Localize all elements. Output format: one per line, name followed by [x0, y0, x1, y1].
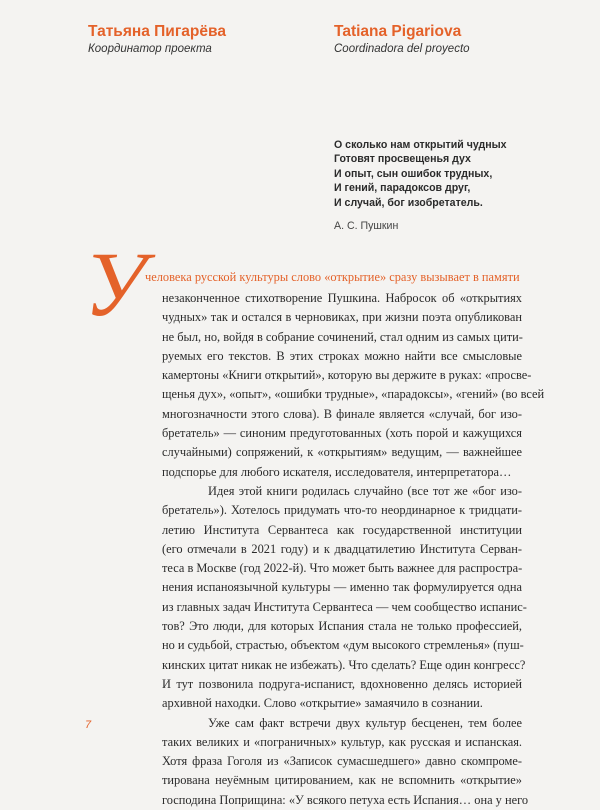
- author-name-russian: Татьяна Пигарёва: [88, 23, 226, 40]
- text-line: господина Поприщина: «У всякого петуха есть Испания… она у него: [162, 792, 529, 807]
- text-line: бретатель» — синоним предуготованных (хоть порой и кажущихся: [162, 426, 522, 441]
- text-line: летию Института Сервантеса как государственной институции: [162, 522, 522, 537]
- text-line: теса в Москве (год 2022-й). Что может быть важнее для распростра-: [162, 561, 523, 576]
- lead-line: человека русской культуры слово «открытие» сразу вызывает в памяти: [145, 270, 520, 284]
- text-line: камертоны «Книги открытий», которую вы держите в руках: «просве-: [162, 368, 532, 383]
- text-line: тов? Это люди, для которых Испания стала не только профессией,: [162, 619, 522, 634]
- text-line: Уже сам факт встречи двух культур бесценен, тем более: [208, 715, 522, 730]
- text-line: чудных» так и остался в черновиках, при жизни поэта опубликован: [162, 310, 522, 325]
- text-line: не был, но, войдя в собрание сочинений, стал одним из самых цити-: [162, 329, 523, 344]
- text-line: бретатель»). Хотелось придумать что-то неординарное к тридцати-: [162, 503, 522, 518]
- text-line: Идея этой книги родилась случайно (все тот же «бог изо-: [208, 483, 522, 498]
- text-line: Хотя фраза Гоголя из «Записок сумасшедшего» давно скомпроме-: [162, 754, 522, 769]
- text-line: нения испаноязычной культуры — именно так формулируется одна: [162, 580, 522, 595]
- epigraph-line: И гений, парадоксов друг,: [334, 182, 471, 195]
- text-line: руемых его текстов. В этих строках можно найти все смысловые: [162, 348, 522, 363]
- text-line: И тут позвонила подруга-испанист, вдохновенно делясь историей: [162, 676, 522, 691]
- text-line: (его отмечали в 2021 году) и к двадцатилетию Института Серван-: [162, 541, 522, 556]
- epigraph-line: Готовят просвещенья дух: [334, 153, 471, 166]
- epigraph: [334, 138, 507, 232]
- text-line: но и судьбой, страстью, объектом «дум высокого стремленья» (пуш-: [162, 638, 524, 653]
- text-line: незаконченное стихотворение Пушкина. Набросок об «открытиях: [162, 291, 522, 305]
- text-line: щенья дух», «опыт», «ошибки трудные», «парадоксы», «гений» (во всей: [162, 387, 545, 402]
- epigraph-line: И случай, бог изобретатель.: [334, 196, 483, 209]
- author-block-spanish: [334, 22, 470, 55]
- author-role-russian: Координатор проекта: [88, 43, 212, 55]
- text-line: таких великих и «пограничных» культур, как русская и испанская.: [162, 734, 522, 749]
- text-line: из главных задач Института Сервантеса — чем сообщество испанис-: [162, 599, 527, 614]
- text-line: кинских цитат никак не избежать). Что сделать? Еще один конгресс?: [162, 657, 526, 672]
- text-line: подспорье для любого искателя, исследователя, интерпретатора…: [162, 464, 512, 479]
- page-number: 7: [85, 719, 92, 731]
- author-role-spanish: Coordinadora del proyecto: [334, 43, 470, 55]
- epigraph-author: А. С. Пушкин: [334, 220, 399, 233]
- author-name-spanish: Tatiana Pigariova: [334, 23, 462, 40]
- text-line: случайными) сопряжений, к «открытиям» ведущим, — важнейшее: [162, 445, 522, 460]
- author-block-russian: [88, 22, 226, 55]
- text-line: тирована неуёмным цитированием, как не вспомнить «открытие»: [162, 773, 522, 788]
- text-line: многозначности этого слова). В финале является «случай, бог изо-: [162, 406, 522, 421]
- text-line: архивной находки. Слово «открытие» замаячило в сознании.: [162, 696, 483, 711]
- epigraph-line: О сколько нам открытий чудных: [334, 139, 507, 151]
- epigraph-line: И опыт, сын ошибок трудных,: [334, 167, 493, 180]
- body-text: [162, 289, 545, 810]
- drop-cap: У: [84, 233, 146, 335]
